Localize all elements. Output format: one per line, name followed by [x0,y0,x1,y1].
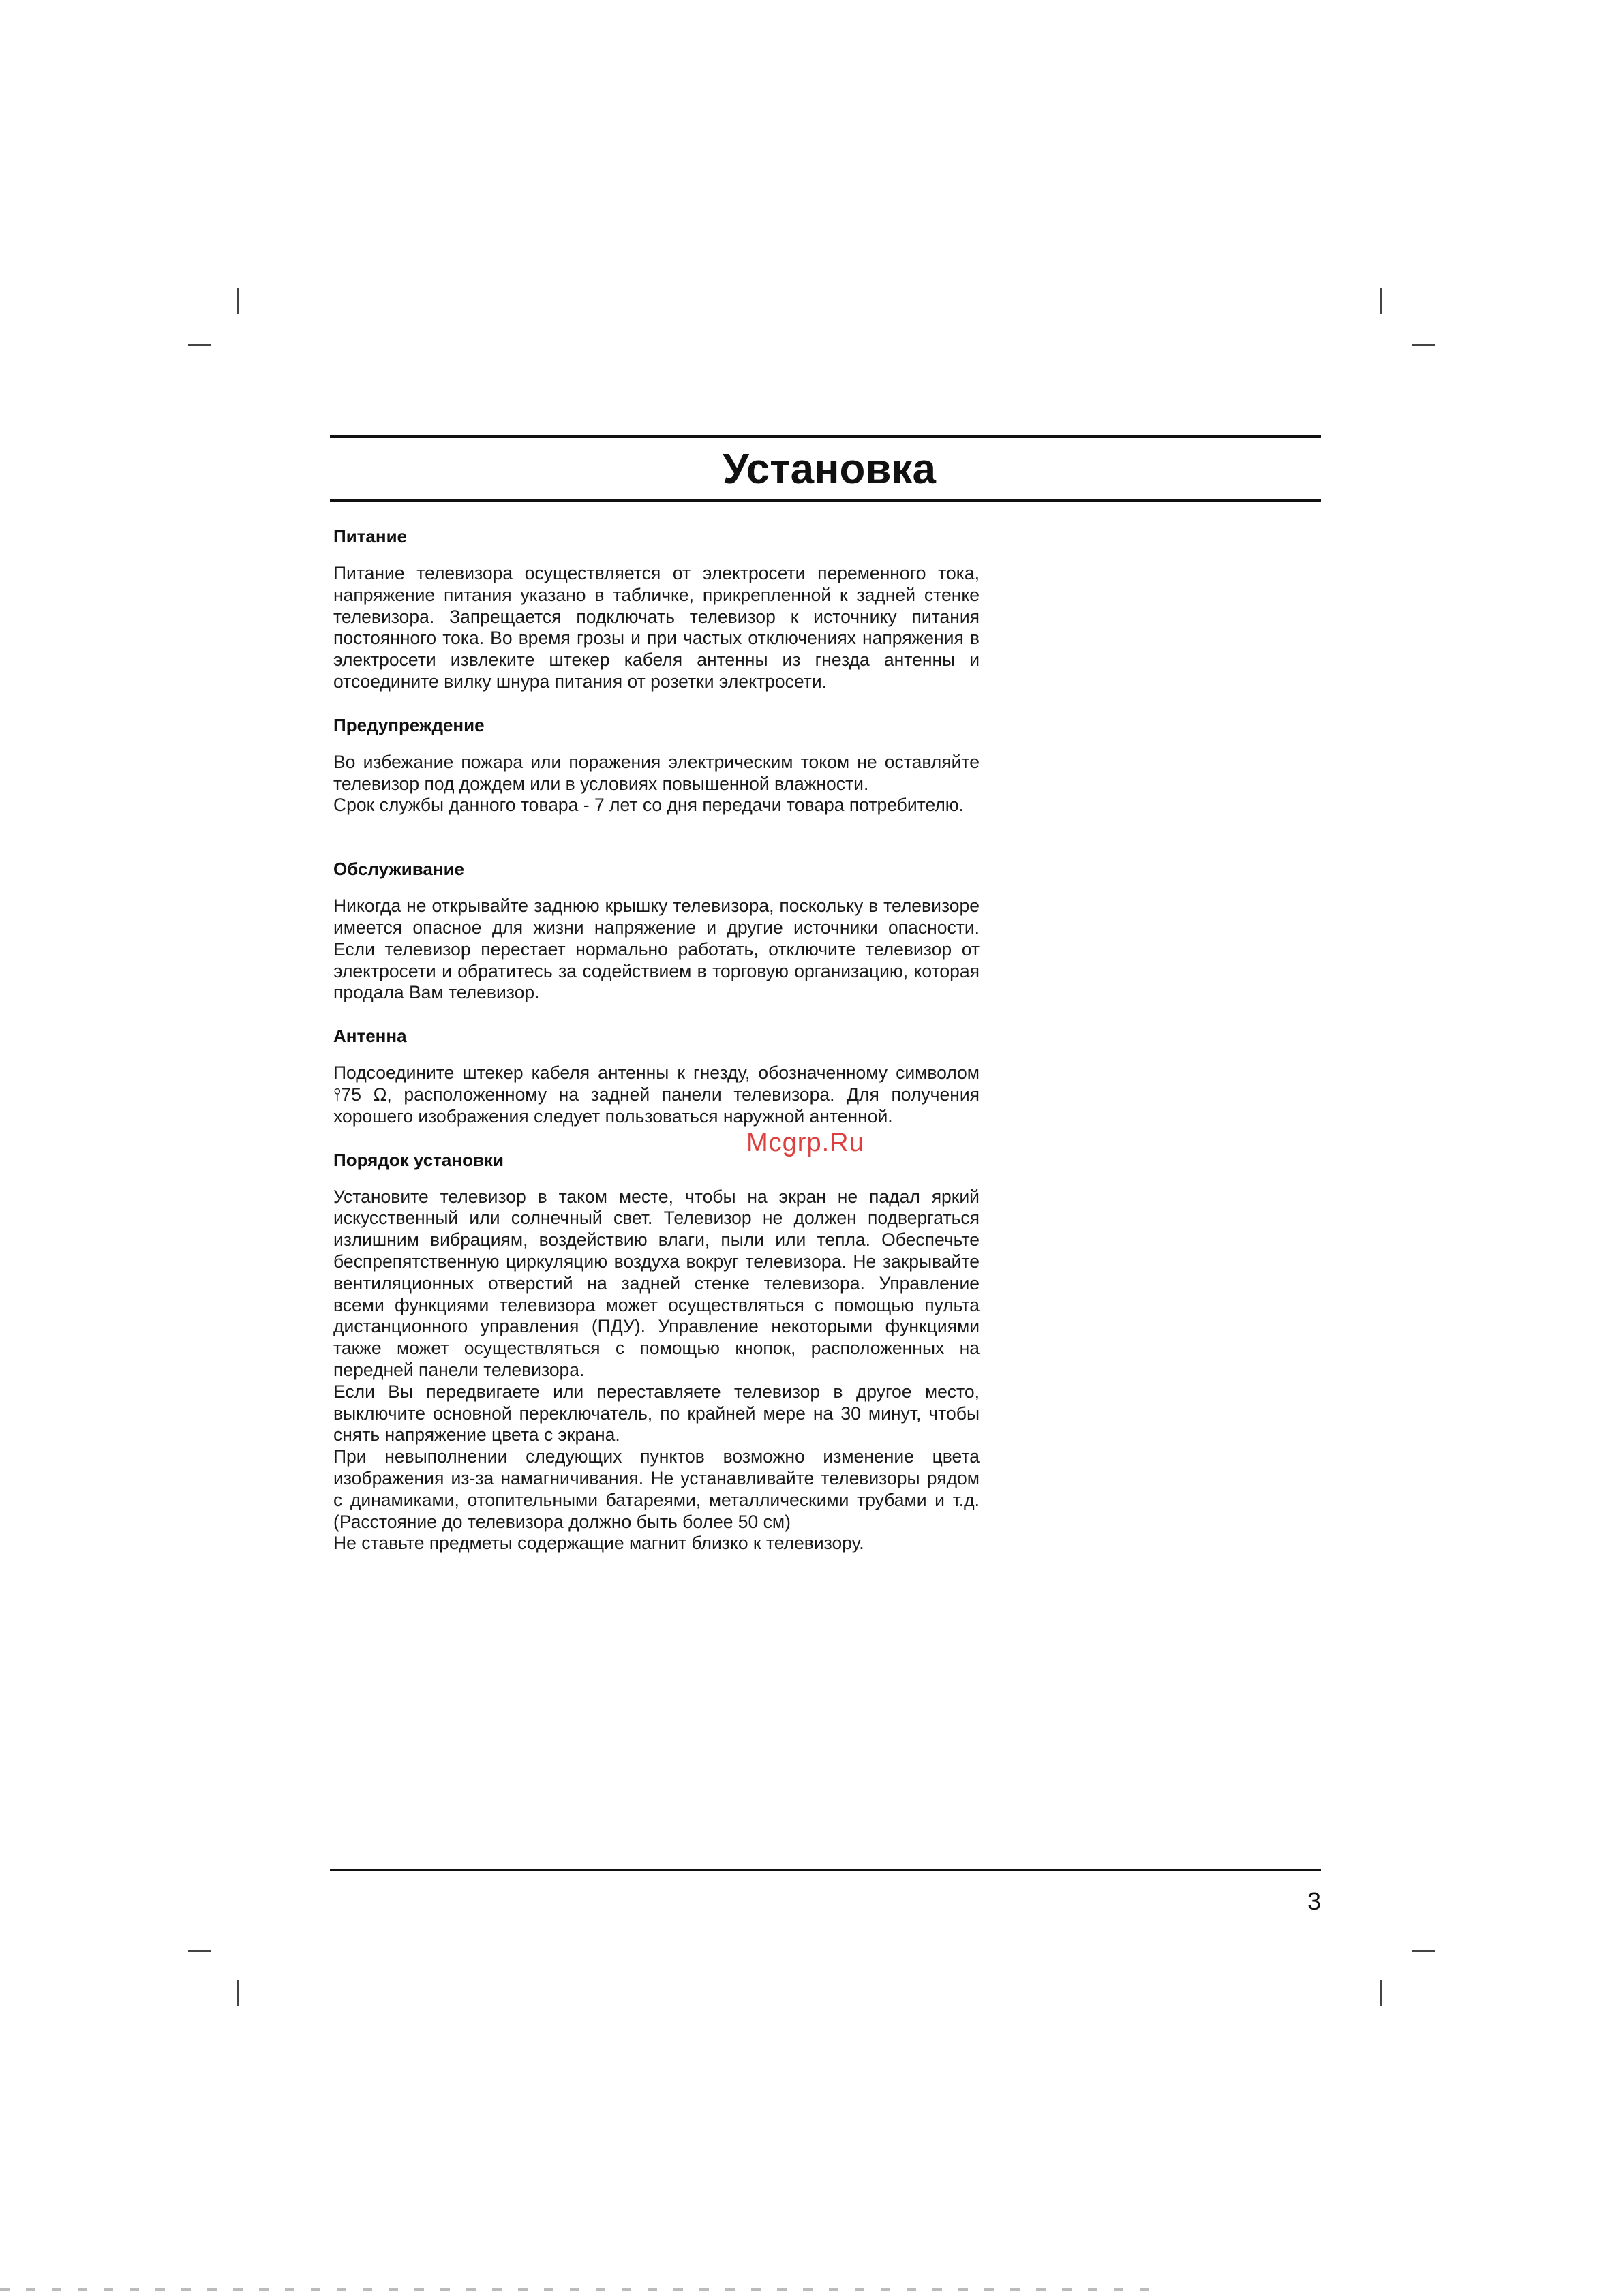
header-top-rule [330,435,1321,438]
header-bottom-rule [330,499,1321,502]
section-heading: Обслуживание [333,859,465,880]
section-paragraph: Никогда не открывайте заднюю крышку телевизора, поскольку в телевизоре имеется опасное для жизни напряжение и другие источники опасности. Если телевизор перестает нормально работать, отключите телевизор от электросети и обратитесь за содействием в торговую организацию, которая продала Вам телевизор. [333,896,980,1003]
section-paragraph: Питание телевизора осуществляется от электросети переменного тока, напряжение питания указано в табличке, прикрепленной к задней стенке телевизора. Запрещается подключать телевизор к источнику питания постоянного тока. Во время грозы и при частых отключениях напряжения в электросети извлеките штекер кабеля антенны из гнезда антенны и отсоедините вилку шнура питания от розетки электросети. [333,563,980,692]
scan-edge-strip [0,2288,1159,2291]
section-paragraph: Срок службы данного товара - 7 лет со дня передачи товара потребителю. [333,795,965,816]
section-warning [333,714,980,816]
crop-mark-bottom-left-vertical [237,1980,239,2006]
section-paragraph: Подсоедините штекер кабеля антенны к гнезду, обозначенному символом ⫯75 Ω, расположенному на задней панели телевизора. Для получения хорошего изображения следует пользоваться наружной антенной. [333,1062,980,1127]
footer-rule [330,1869,1321,1871]
section-antenna [333,1024,980,1127]
section-installation [333,1148,980,1555]
page-number: 3 [1307,1887,1321,1915]
section-power [333,525,980,693]
section-heading: Антенна [333,1026,407,1047]
crop-mark-top-right-vertical [1380,288,1382,314]
section-paragraph: Если Вы передвигаете или переставляете телевизор в другое место, выключите основной переключатель, по крайней мере на 30 минут, чтобы снять напряжение цвета с экрана. [333,1381,980,1445]
crop-mark-bottom-right-vertical [1380,1980,1382,2006]
crop-mark-bottom-right-horizontal [1412,1950,1435,1952]
page-title: Установка [723,446,936,493]
page-content [333,525,980,1575]
crop-mark-bottom-left-horizontal [188,1950,211,1952]
section-paragraph: Не ставьте предметы содержащие магнит близко к телевизору. [333,1533,864,1554]
section-paragraph: Установите телевизор в таком месте, чтобы на экран не падал яркий искусственный или солнечный свет. Телевизор не должен подвергаться излишним вибрациям, воздействию влаги, пыли или тепла. Обеспечьте беспрепятственную циркуляцию воздуха вокруг телевизора. Не закрывайте вентиляционных отверстий на задней стенке телевизора. Управление всеми функциями телевизора может осуществляться с помощью пульта дистанционного управления (ПДУ). Управление некоторыми функциями также может осуществляться с помощью кнопок, расположенных на передней панели телевизора. [333,1186,980,1380]
section-paragraph: При невыполнении следующих пунктов возможно изменение цвета изображения из-за намагничивания. Не устанавливайте телевизоры рядом с динамиками, отопительными батареями, металлическими трубами и т.д. (Расстояние до телевизора должно быть более 50 см) [333,1446,980,1532]
crop-mark-top-right-horizontal [1412,344,1435,346]
crop-mark-top-left-vertical [237,288,239,314]
section-paragraph: Во избежание пожара или поражения электрическим током не оставляйте телевизор под дождем или в условиях повышенной влажности. [333,751,980,794]
crop-mark-top-left-horizontal [188,344,211,346]
section-heading: Порядок установки [333,1149,504,1170]
watermark: Mcgrp.Ru [746,1129,864,1157]
section-heading: Предупреждение [333,714,485,735]
section-heading: Питание [333,526,408,547]
section-maintenance [333,857,980,1004]
